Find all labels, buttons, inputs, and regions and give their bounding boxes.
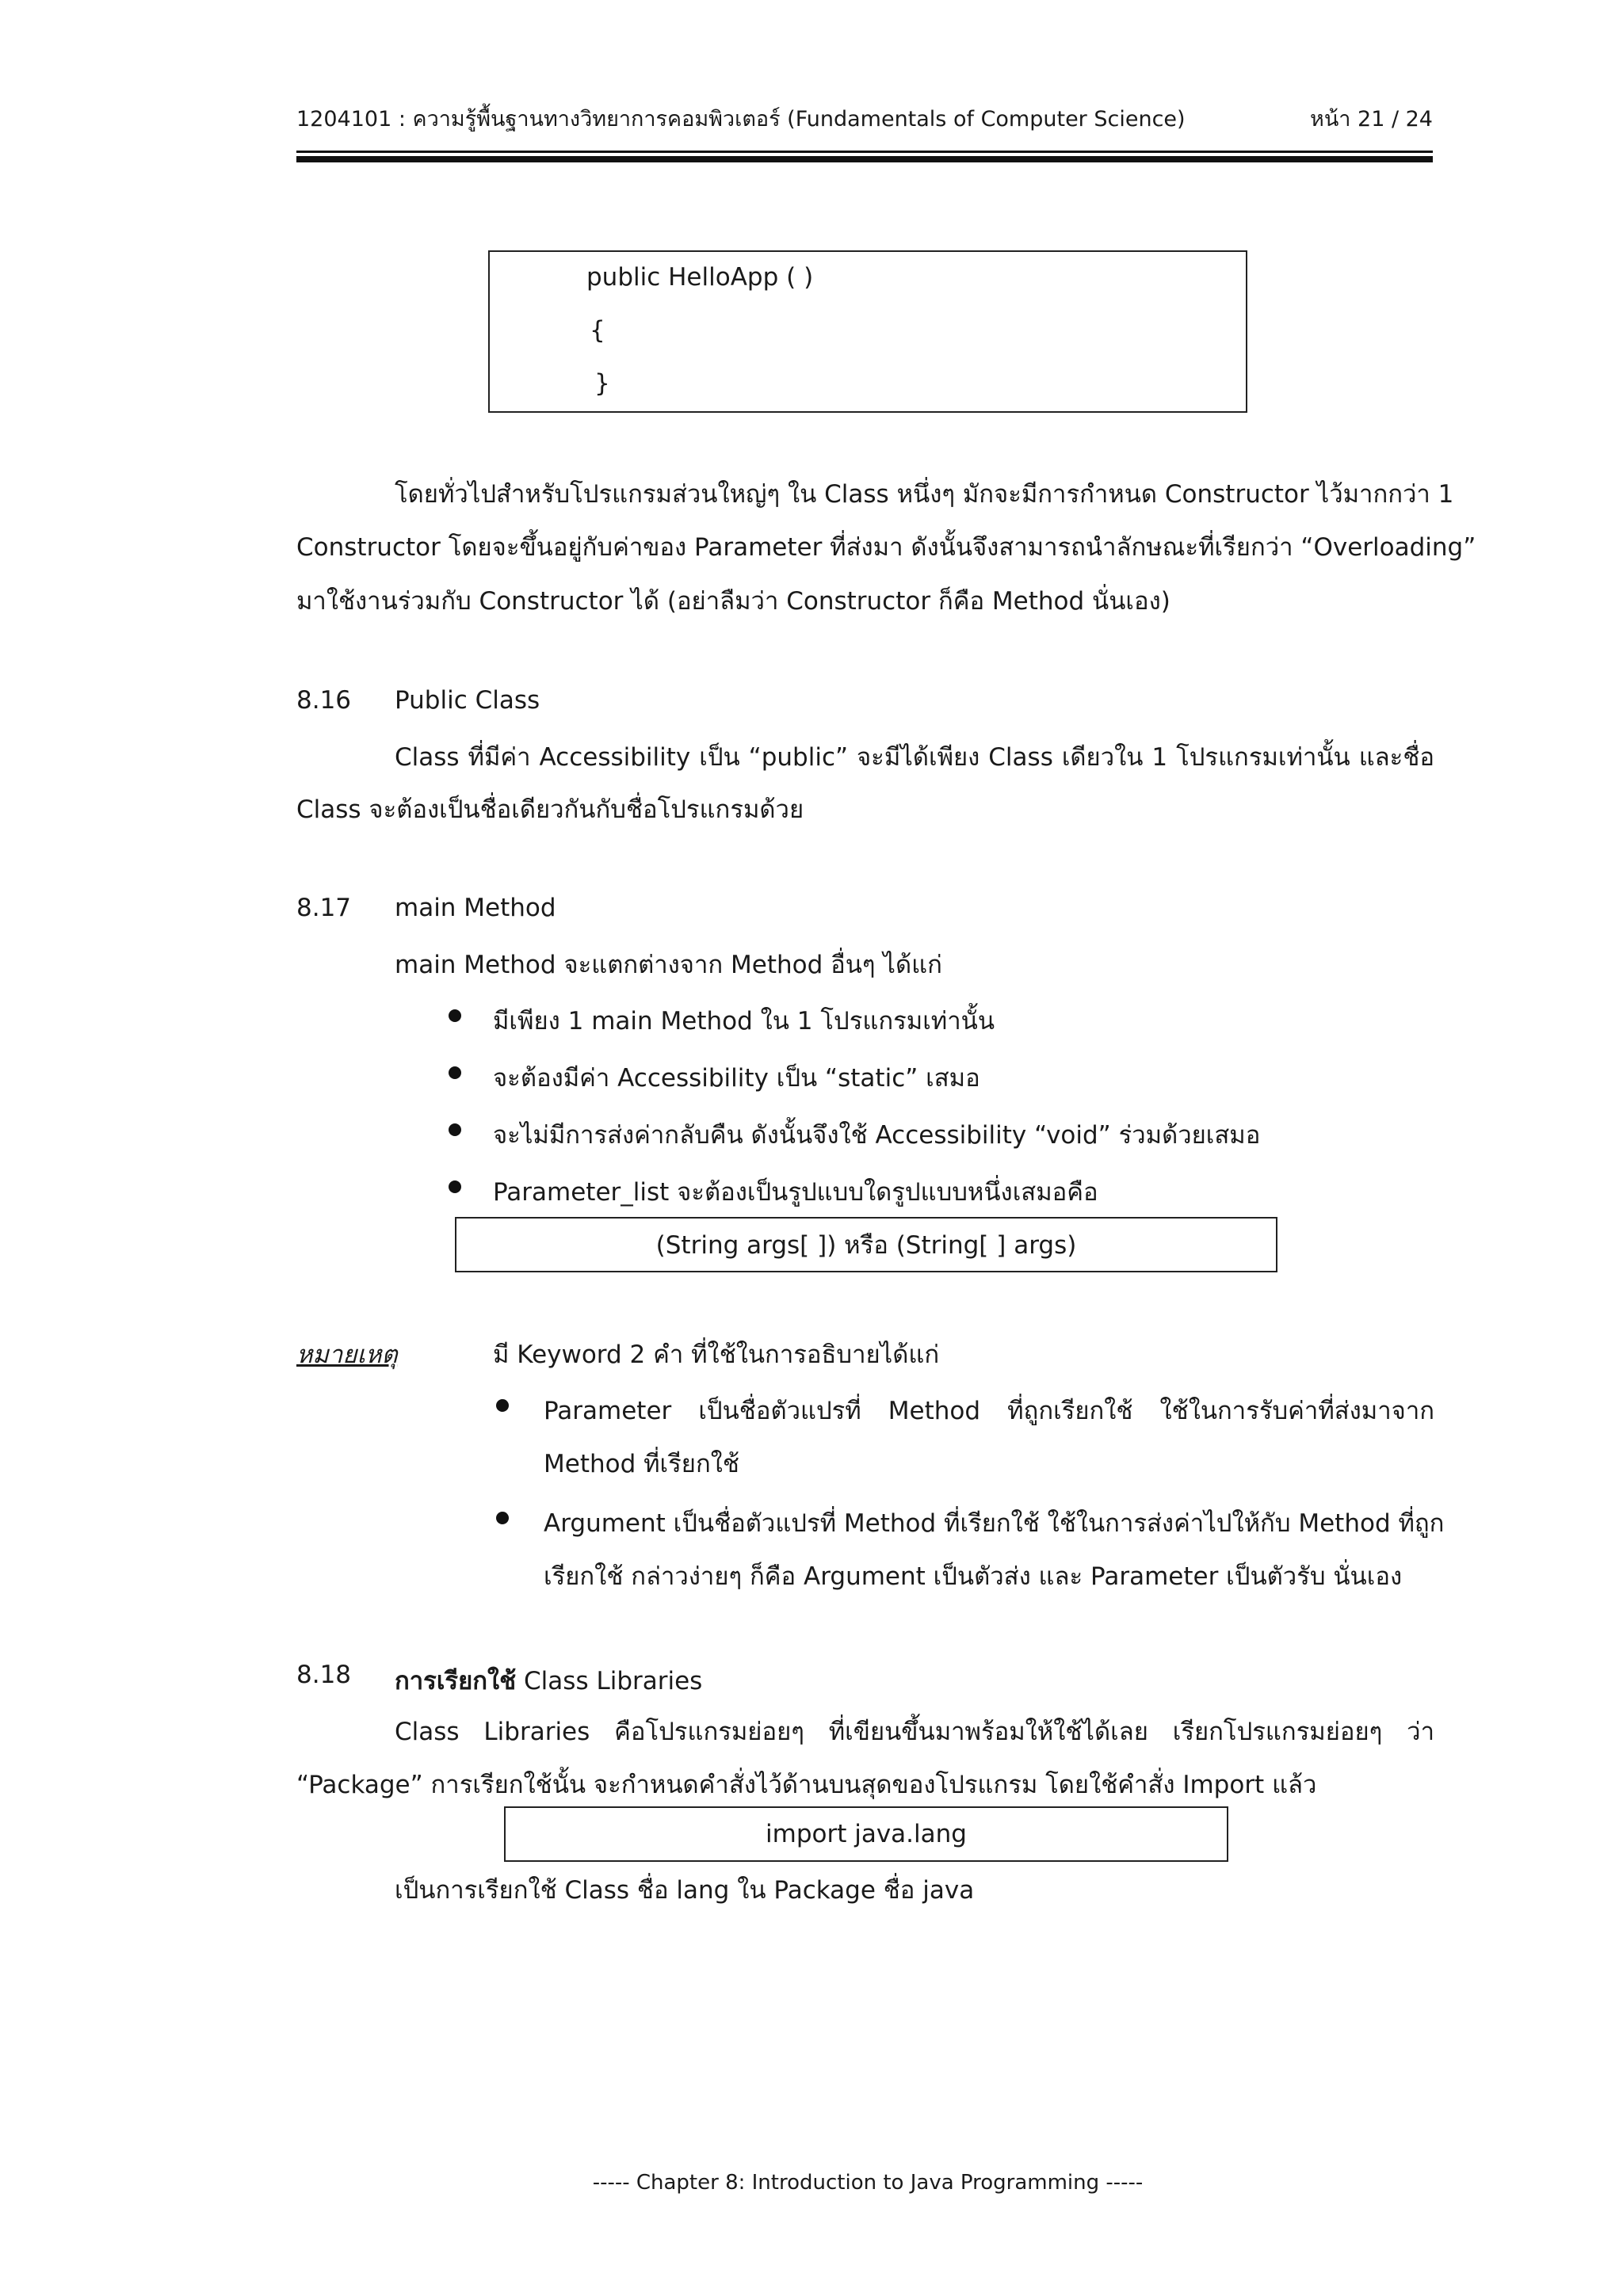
note-item1-line1: Parameter เป็นชื่อตัวแปรที่ Method ที่ถูกเรียกใช้ ใช้ในการรับค่าที่ส่งมาจาก <box>544 1397 1434 1425</box>
para-constructor-line3: มาใช้งานร่วมกับ Constructor ได้ (อย่าลืมว่า Constructor ก็คือ Method นั่นเอง) <box>296 587 1170 616</box>
list-item: มีเพียง 1 main Method ใน 1 โปรแกรมเท่านั้น <box>493 1007 995 1035</box>
bullet-icon <box>496 1512 509 1524</box>
list-item: จะไม่มีการส่งค่ากลับคืน ดังนั้นจึงใช้ Accessibility “void” ร่วมด้วยเสมอ <box>493 1121 1261 1150</box>
para-816-line2: Class จะต้องเป็นชื่อเดียวกันกับชื่อโปรแกรมด้วย <box>296 795 804 824</box>
section-number: 8.18 <box>296 1661 352 1689</box>
section-title: Public Class <box>395 686 540 715</box>
code-line-1: public HelloApp ( ) <box>586 263 814 292</box>
bullet-icon <box>449 1123 461 1136</box>
note-item2-line2: เรียกใช้ กล่าวง่ายๆ ก็คือ Argument เป็นตัวส่ง และ Parameter เป็นตัวรับ นั่นเอง <box>544 1562 1403 1591</box>
code-line-3: } <box>594 369 610 398</box>
bullet-icon <box>449 1180 461 1193</box>
note-label: หมายเหตุ <box>296 1341 398 1369</box>
code-box-signature <box>455 1217 1277 1272</box>
signature-text: (String args[ ]) หรือ (String[ ] args) <box>655 1231 1077 1260</box>
section-title-bold: การเรียกใช้ <box>395 1667 517 1695</box>
header-course: 1204101 : ความรู้พื้นฐานทางวิทยาการคอมพิวเตอร์ (Fundamentals of Computer Science) <box>296 107 1186 132</box>
header-page-number: หน้า 21 / 24 <box>1310 107 1433 132</box>
page-footer: ----- Chapter 8: Introduction to Java Programming ----- <box>592 2171 1144 2195</box>
bullet-icon <box>449 1009 461 1022</box>
header-rule-thin <box>296 151 1433 153</box>
section-number: 8.16 <box>296 686 352 715</box>
note-item1-line2: Method ที่เรียกใช้ <box>544 1450 739 1478</box>
list-item: Parameter_list จะต้องเป็นรูปแบบใดรูปแบบหนึ่งเสมอคือ <box>493 1178 1098 1207</box>
para-constructor-line2: Constructor โดยจะขึ้นอยู่กับค่าของ Parameter ที่ส่งมา ดังนั้นจึงสามารถนำลักษณะที่เรียกว่า “Overloading” <box>296 533 1476 562</box>
para-816-line1: Class ที่มีค่า Accessibility เป็น “public” จะมีได้เพียง Class เดียวใน 1 โปรแกรมเท่านั้น และชื่อ <box>395 743 1434 772</box>
section-title <box>395 1661 702 1700</box>
para-constructor-line1: โดยทั่วไปสำหรับโปรแกรมส่วนใหญ่ๆ ใน Class หนึ่งๆ มักจะมีการกำหนด Constructor ไว้มากกว่า 1 <box>395 480 1454 509</box>
code-box-constructor <box>488 250 1247 413</box>
code-box-import <box>504 1806 1228 1862</box>
para-817-intro: main Method จะแตกต่างจาก Method อื่นๆ ได้แก่ <box>395 951 942 979</box>
section-title: main Method <box>395 894 556 922</box>
para-818-line2: “Package” การเรียกใช้นั้น จะกำหนดคำสั่งไว้ด้านบนสุดของโปรแกรม โดยใช้คำสั่ง Import แล้ว <box>296 1771 1317 1799</box>
header-rule-thick <box>296 156 1433 162</box>
note-intro: มี Keyword 2 คำ ที่ใช้ในการอธิบายได้แก่ <box>493 1341 940 1369</box>
section-number: 8.17 <box>296 894 352 922</box>
note-item2-line1: Argument เป็นชื่อตัวแปรที่ Method ที่เรียกใช้ ใช้ในการส่งค่าไปให้กับ Method ที่ถูก <box>544 1509 1445 1538</box>
list-item: จะต้องมีค่า Accessibility เป็น “static” เสมอ <box>493 1064 980 1093</box>
import-text: import java.lang <box>766 1820 967 1848</box>
bullet-icon <box>496 1399 509 1412</box>
para-818-line1: Class Libraries คือโปรแกรมย่อยๆ ที่เขียนขึ้นมาพร้อมให้ใช้ได้เลย เรียกโปรแกรมย่อยๆ ว่า <box>395 1718 1434 1746</box>
para-818-after: เป็นการเรียกใช้ Class ชื่อ lang ใน Package ชื่อ java <box>395 1876 975 1905</box>
code-line-2: { <box>590 316 605 345</box>
bullet-icon <box>449 1066 461 1079</box>
section-title-rest: Class Libraries <box>516 1667 703 1695</box>
